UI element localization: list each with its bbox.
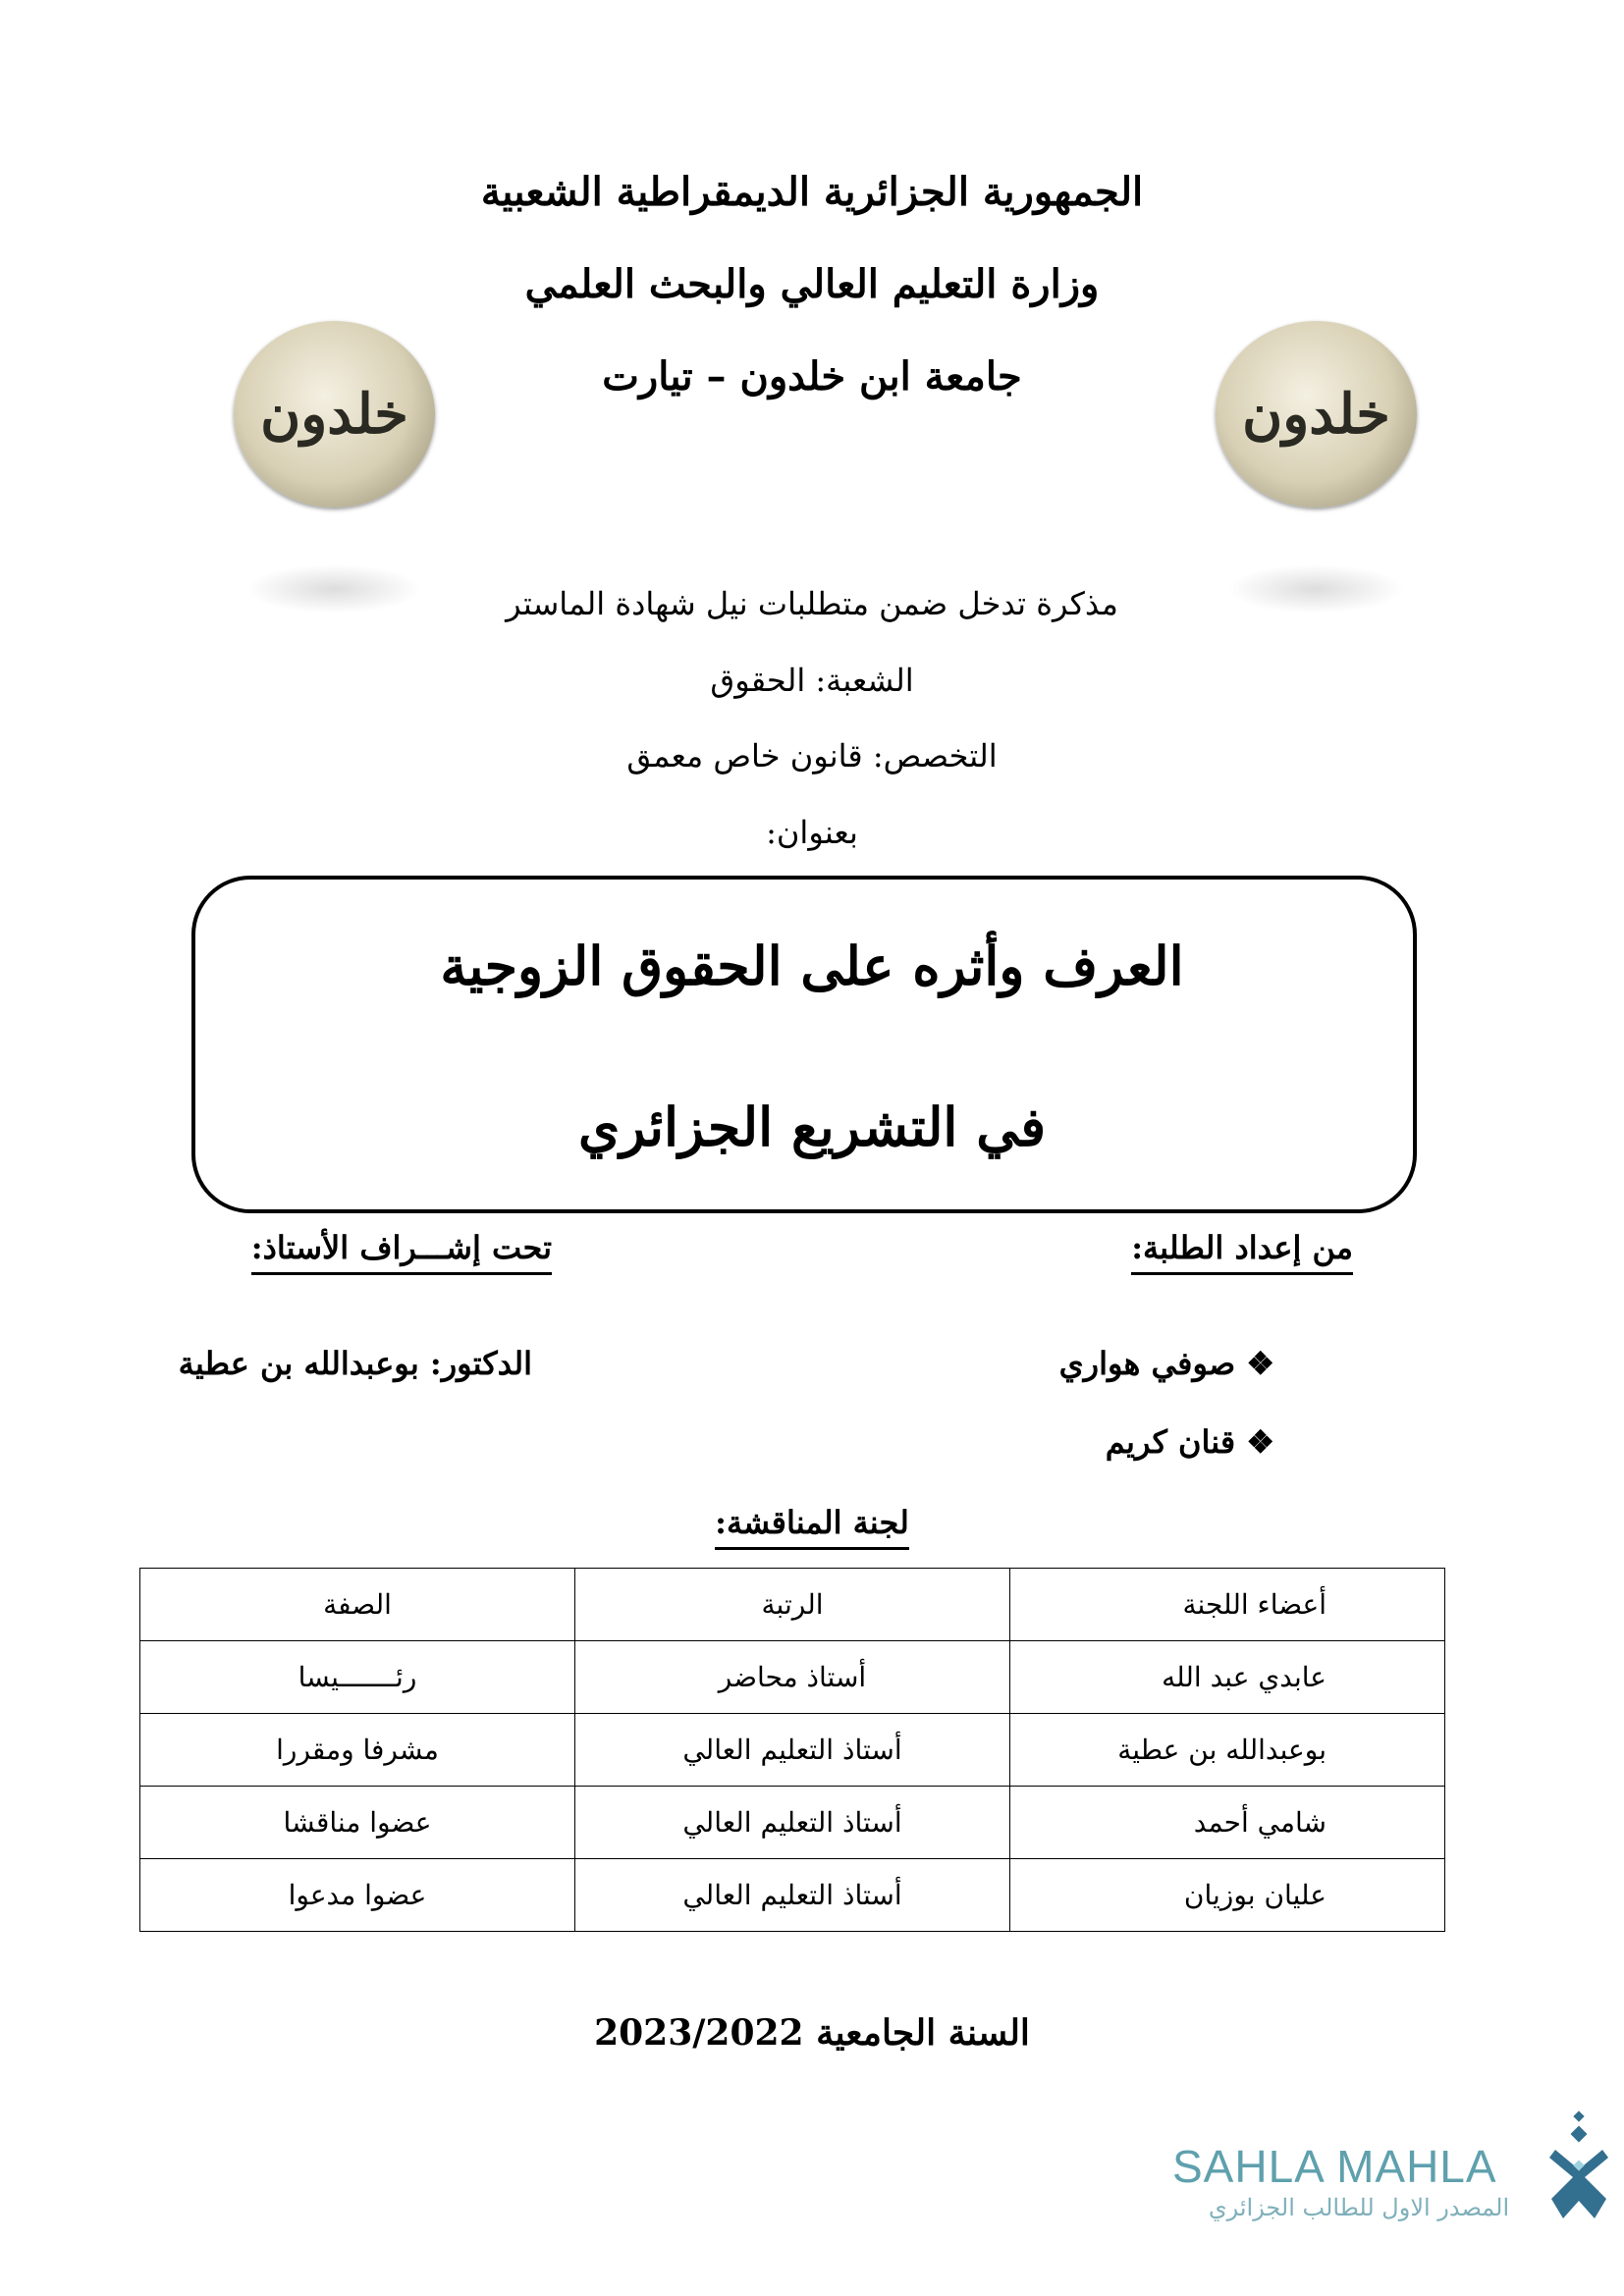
table-row	[140, 1787, 1445, 1859]
table-row	[140, 1714, 1445, 1787]
title-box	[191, 876, 1417, 1213]
header-cell: الرتبة	[575, 1569, 1010, 1641]
member-rank: أستاذ التعليم العالي	[575, 1787, 1010, 1859]
sahla-mahla-watermark	[1153, 2110, 1614, 2228]
thesis-purpose: مذكرة تدخل ضمن متطلبات نيل شهادة الماستر	[506, 585, 1118, 622]
bullet-icon: ❖	[1246, 1345, 1274, 1382]
table-header-row	[140, 1569, 1445, 1641]
watermark-brand: SAHLA MAHLA	[1172, 2141, 1497, 2192]
thesis-title-line2: في التشريع الجزائري	[577, 1095, 1047, 1158]
student-name-2	[1106, 1423, 1274, 1461]
header-cell: الصفة	[140, 1569, 575, 1641]
member-name: بوعبدالله بن عطية	[1010, 1714, 1445, 1787]
table-row	[140, 1641, 1445, 1714]
member-role: مشرفا ومقررا	[140, 1714, 575, 1787]
member-name: عليان بوزيان	[1010, 1859, 1445, 1932]
seal-text: خلدون	[260, 382, 408, 447]
seal-text: خلدون	[1242, 382, 1390, 447]
member-name: شامي أحمد	[1010, 1787, 1445, 1859]
supervisor-name: الدكتور: بوعبدالله بن عطية	[178, 1345, 532, 1382]
committee-table	[139, 1568, 1445, 1932]
bullet-icon: ❖	[1246, 1423, 1274, 1461]
student-name-1	[1059, 1345, 1274, 1382]
table-row	[140, 1859, 1445, 1932]
student-name-text: قنان كريم	[1105, 1423, 1236, 1461]
member-name: عابدي عبد الله	[1010, 1641, 1445, 1714]
member-rank: أستاذ محاضر	[575, 1641, 1010, 1714]
university-seal-right	[1216, 321, 1417, 507]
academic-year: السنة الجامعية 2023/2022	[594, 2012, 1030, 2054]
member-role: عضوا مناقشا	[140, 1787, 575, 1859]
thesis-title-line1: العرف وأثره على الحقوق الزوجية	[440, 934, 1184, 997]
students-label: من إعداد الطلبة:	[1131, 1229, 1353, 1275]
watermark-tagline: المصدر الاول للطالب الجزائري	[1208, 2194, 1510, 2221]
member-role: رئـــــــيسا	[140, 1641, 575, 1714]
supervisor-label: تحت إشـــراف الأستاذ:	[251, 1229, 552, 1275]
member-rank: أستاذ التعليم العالي	[575, 1714, 1010, 1787]
member-rank: أستاذ التعليم العالي	[575, 1859, 1010, 1932]
university-heading: جامعة ابن خلدون – تيارت	[602, 353, 1022, 400]
committee-label: لجنة المناقشة:	[715, 1504, 909, 1550]
title-label: بعنوان:	[766, 814, 858, 851]
university-seal-left	[234, 321, 435, 507]
republic-heading: الجمهورية الجزائرية الديمقراطية الشعبية	[480, 169, 1144, 215]
thesis-branch: الشعبة: الحقوق	[710, 662, 914, 699]
calligraphy-logo-icon	[1545, 2110, 1614, 2223]
member-role: عضوا مدعوا	[140, 1859, 575, 1932]
student-name-text: صوفي هواري	[1058, 1345, 1236, 1382]
thesis-specialty: التخصص: قانون خاص معمق	[626, 737, 998, 774]
ministry-heading: وزارة التعليم العالي والبحث العلمي	[524, 261, 1100, 307]
header-cell: أعضاء اللجنة	[1010, 1569, 1445, 1641]
